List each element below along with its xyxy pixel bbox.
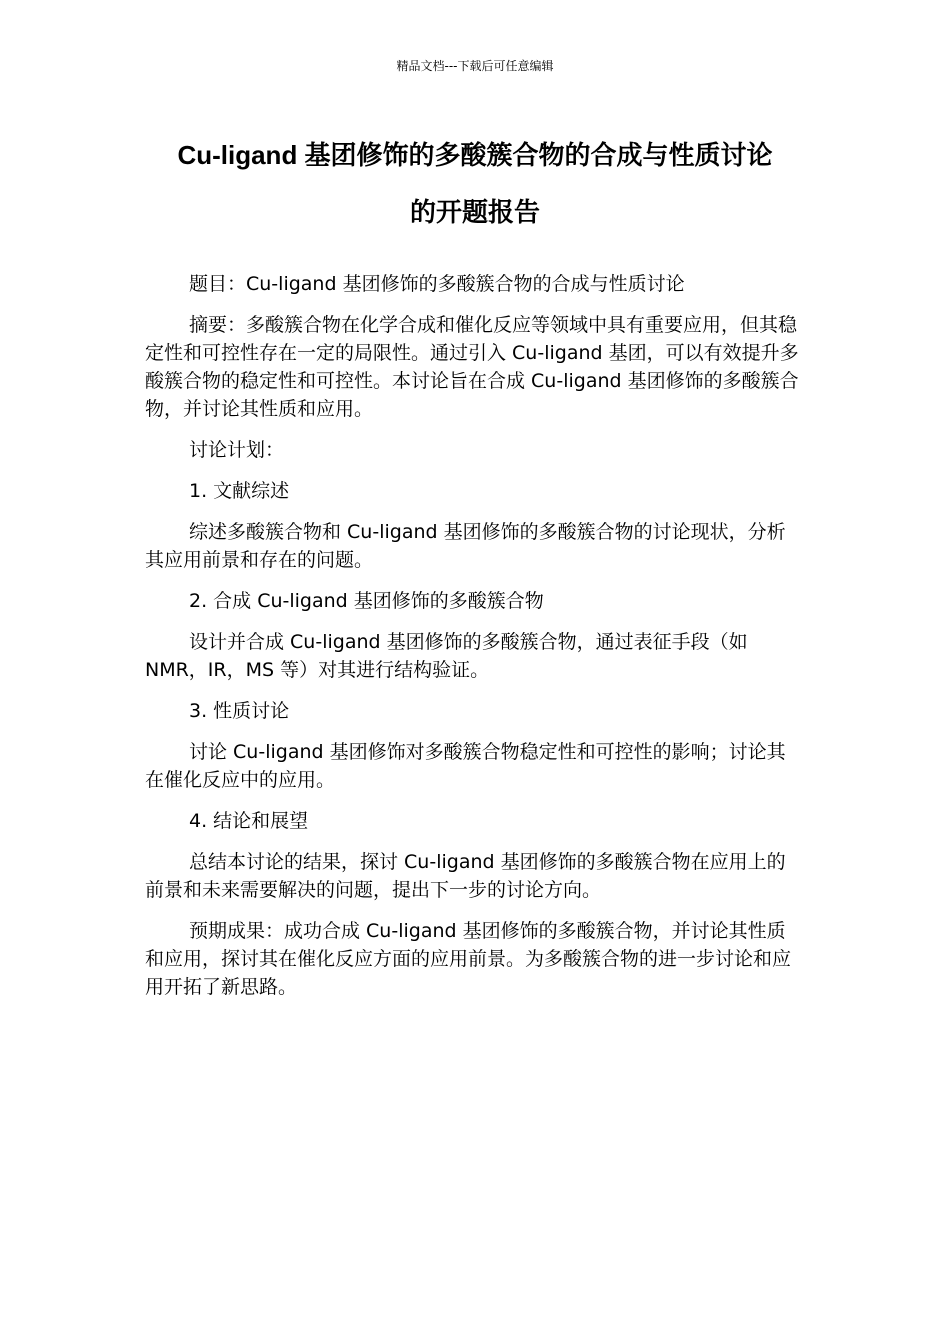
header-note: 精品文档---下载后可任意编辑 (396, 59, 554, 73)
document-title (145, 135, 805, 232)
section-heading-4: 4. 结论和展望 (189, 810, 309, 832)
section-body-4: 总结本讨论的结果，探讨 Cu-ligand 基团修饰的多酸簇合物在应用上的前景和未来需要解决的问题，提出下一步的讨论方向。 (145, 851, 786, 901)
section-body-3: 讨论 Cu-ligand 基团修饰对多酸簇合物稳定性和可控性的影响；讨论其在催化反应中的应用。 (145, 741, 786, 791)
title-line-1: Cu-ligand 基团修饰的多酸簇合物的合成与性质讨论 (177, 140, 773, 170)
topic-paragraph: 题目：Cu-ligand 基团修饰的多酸簇合物的合成与性质讨论 (189, 273, 685, 295)
title-line-2: 的开题报告 (409, 197, 540, 227)
section-heading-1: 1. 文献综述 (189, 480, 290, 502)
section-body-1: 综述多酸簇合物和 Cu-ligand 基团修饰的多酸簇合物的讨论现状，分析其应用前景和存在的问题。 (145, 521, 786, 571)
expected-results-paragraph: 预期成果：成功合成 Cu-ligand 基团修饰的多酸簇合物，并讨论其性质和应用，探讨其在催化反应方面的应用前景。为多酸簇合物的进一步讨论和应用开拓了新思路。 (145, 920, 792, 998)
section-heading-3: 3. 性质讨论 (189, 700, 290, 722)
abstract-paragraph: 摘要：多酸簇合物在化学合成和催化反应等领域中具有重要应用，但其稳定性和可控性存在一定的局限性。通过引入 Cu-ligand 基团，可以有效提升多酸簇合物的稳定性和可控性。本讨论旨在合成 Cu-ligand 基团修饰的多酸簇合物，并讨论其性质和应用。 (145, 314, 799, 420)
section-heading-2: 2. 合成 Cu-ligand 基团修饰的多酸簇合物 (189, 590, 544, 612)
document-body (145, 270, 800, 1014)
section-body-2: 设计并合成 Cu-ligand 基团修饰的多酸簇合物，通过表征手段（如 NMR，IR，MS 等）对其进行结构验证。 (145, 631, 748, 681)
plan-heading: 讨论计划： (189, 439, 285, 461)
